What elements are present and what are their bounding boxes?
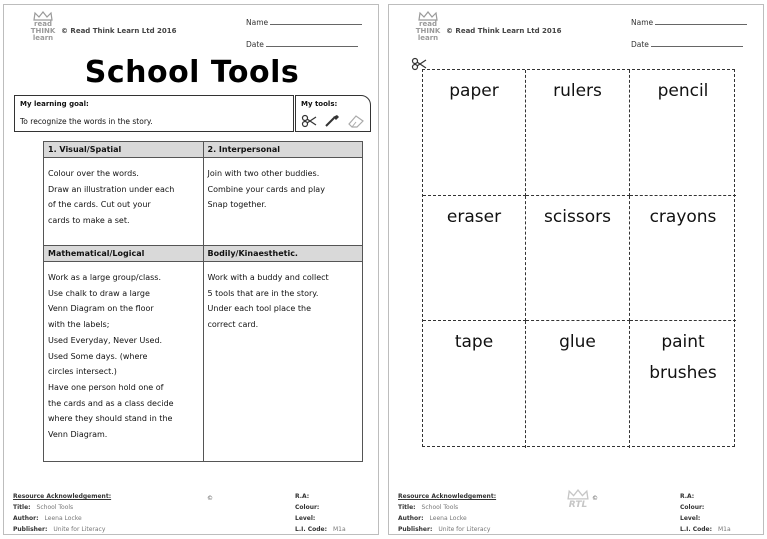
worksheet-page-right [388,4,764,535]
title-label: Title: [398,504,416,511]
visual-spatial-cell [44,158,204,246]
date-field[interactable] [631,40,743,49]
word-card[interactable]: scissors [526,196,630,321]
title-value: School Tools [421,504,459,511]
li-code-label: L.I. Code: [295,526,327,533]
li-code-label: L.I. Code: [680,526,712,533]
logo-line: read [419,20,437,28]
name-label: Name [246,18,269,27]
visual-spatial-heading: 1. Visual/Spatial [44,142,204,158]
read-think-learn-logo [413,11,443,42]
interpersonal-heading: 2. Interpersonal [203,142,362,158]
date-field[interactable] [246,40,358,49]
logo-line: read [34,20,52,28]
mathematical-logical-cell [44,262,204,462]
rtl-logo [563,489,593,510]
publisher-label: Publisher: [13,526,48,533]
name-label: Name [631,18,654,27]
learning-goal-box [14,95,294,132]
word-card[interactable]: paint brushes [649,332,717,383]
rtl-text: RTL [568,500,588,510]
ra-label: R.A: [295,493,310,500]
publisher-value: Unite for Literacy [53,526,106,533]
date-label: Date [246,40,264,49]
logo-line: THINK [30,27,56,35]
publisher-label: Publisher: [398,526,433,533]
title-value: School Tools [36,504,74,511]
publisher-value: Unite for Literacy [438,526,491,533]
word-card[interactable]: tape [423,321,526,448]
my-tools-box [295,95,371,132]
resource-codes [680,491,731,535]
title-label: Title: [13,504,31,511]
logo-line: THINK [415,27,441,35]
interpersonal-cell [203,158,362,246]
logo-line: learn [32,34,54,42]
bodily-kinaesthetic-text: Work with a buddy and collect 5 tools that are in the story. Under each tool place the correct card. [207,273,329,330]
word-card[interactable]: pencil [630,70,736,196]
word-card[interactable]: rulers [526,70,630,196]
my-tools-heading: My tools: [301,100,338,108]
resource-acknowledgement [398,491,496,535]
author-label: Author: [398,515,424,522]
word-card[interactable]: eraser [423,196,526,321]
mathematical-logical-heading: Mathematical/Logical [44,246,204,262]
scissors-icon [301,114,317,128]
level-label: Level: [680,515,701,522]
resource-codes [295,491,346,535]
acknowledgement-heading: Resource Acknowledgement: [13,493,112,500]
word-card[interactable]: glue [526,321,630,448]
author-value: Leena Locke [429,515,467,522]
date-label: Date [631,40,649,49]
page-title: School Tools [84,55,300,90]
paint-brush-icon [324,114,340,128]
name-field[interactable] [246,18,362,27]
ra-label: R.A: [680,493,695,500]
activity-grid [43,141,363,462]
acknowledgement-heading: Resource Acknowledgement: [398,493,497,500]
learning-goal-heading: My learning goal: [20,100,89,108]
colour-label: Colour: [295,504,320,511]
author-value: Leena Locke [44,515,82,522]
li-code-value: M1a [718,526,731,533]
li-code-value: M1a [333,526,346,533]
mathematical-logical-text: Work as a large group/class. Use chalk to draw a large Venn Diagram on the floor with the labels; Used Everyday, Never Used. Used Some days. (where circles intersect.) Have one person hold one of the cards and as a class decide where they should stand in the Venn Diagram. [48,273,174,440]
name-field[interactable] [631,18,747,27]
copyright-text: © Read Think Learn Ltd 2016 [446,27,562,35]
word-card[interactable]: crayons [630,196,736,321]
visual-spatial-text: Colour over the words. Draw an illustration under each of the cards. Cut out your cards to make a set. [48,169,175,226]
eraser-icon [347,114,365,128]
resource-acknowledgement [13,491,111,535]
crown-icon [567,489,589,500]
bodily-kinaesthetic-heading: Bodily/Kinaesthetic. [203,246,362,262]
word-card-grid [422,69,735,447]
word-card[interactable]: paper [423,70,526,196]
copyright-mark: © [592,495,598,502]
copyright-mark: © [207,495,213,502]
colour-label: Colour: [680,504,705,511]
worksheet-page-left [3,4,379,535]
author-label: Author: [13,515,39,522]
copyright-text: © Read Think Learn Ltd 2016 [61,27,177,35]
bodily-kinaesthetic-cell [203,262,362,462]
learning-goal-text: To recognize the words in the story. [20,117,153,126]
interpersonal-text: Join with two other buddies. Combine your cards and play Snap together. [207,169,325,210]
level-label: Level: [295,515,316,522]
logo-line: learn [417,34,439,42]
read-think-learn-logo [28,11,58,42]
